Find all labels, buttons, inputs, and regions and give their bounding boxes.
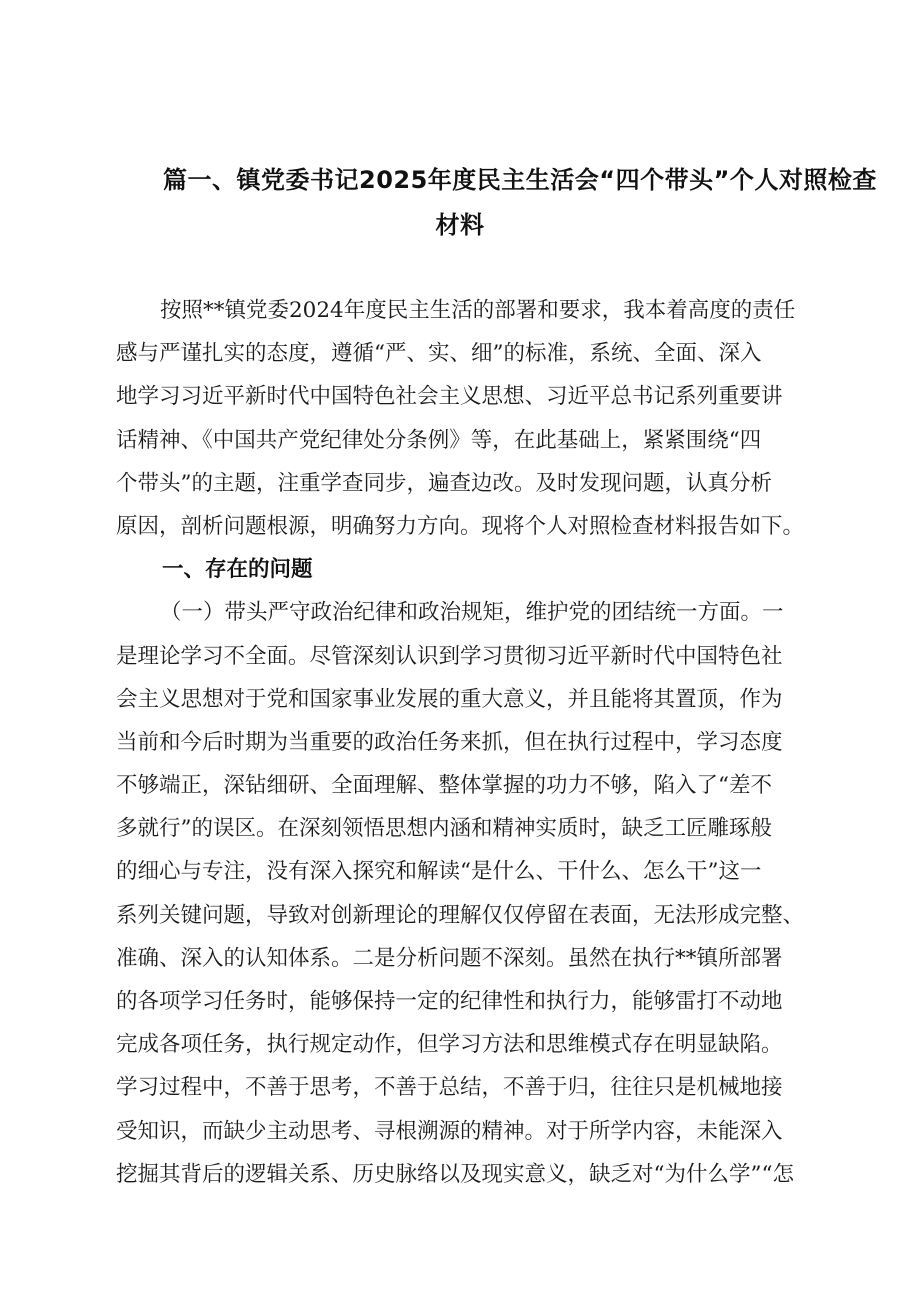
body-line: 完成各项任务，执行规定动作，但学习方法和思维模式存在明显缺陷。 xyxy=(116,1032,783,1058)
body-line: 话精神、《中国共产党纪律处分条例》等，在此基础上，紧紧围绕“四 xyxy=(116,427,762,453)
body-line: 原因，剖析问题根源，明确努力方向。现将个人对照检查材料报告如下。 xyxy=(116,513,805,539)
body-line: 感与严谨扎实的态度，遵循“严、实、细”的标准，系统、全面、深入 xyxy=(116,341,762,367)
document-body xyxy=(116,289,851,1196)
body-line: 地学习习近平新时代中国特色社会主义思想、习近平总书记系列重要讲 xyxy=(116,384,783,410)
body-line: 会主义思想对于党和国家事业发展的重大意义，并且能将其置顶，作为 xyxy=(116,686,783,712)
body-line: 是理论学习不全面。尽管深刻认识到学习贯彻习近平新时代中国特色社 xyxy=(116,643,783,669)
section-heading: 一、存在的问题 xyxy=(162,557,313,583)
body-line: （一）带头严守政治纪律和政治规矩，维护党的团结统一方面。一 xyxy=(160,600,784,626)
body-line: 当前和今后时期为当重要的政治任务来抓，但在执行过程中，学习态度 xyxy=(116,729,783,755)
body-line: 个带头”的主题，注重学查同步，遍查边改。及时发现问题，认真分析 xyxy=(116,470,772,496)
body-line: 系列关键问题，导致对创新理论的理解仅仅停留在表面，无法形成完整、 xyxy=(116,902,805,928)
body-line: 受知识，而缺少主动思考、寻根溯源的精神。对于所学内容，未能深入 xyxy=(116,1118,783,1144)
body-line: 多就行”的误区。在深刻领悟思想内涵和精神实质时，缺乏工匠雕琢般 xyxy=(116,816,772,842)
document-title-line-2: 材料 xyxy=(435,211,485,239)
body-line: 按照**镇党委2024年度民主生活的部署和要求，我本着高度的责任 xyxy=(160,298,796,323)
body-line: 准确、深入的认知体系。二是分析问题不深刻。虽然在执行**镇所部署 xyxy=(116,945,783,971)
document-title-line-1: 篇一、镇党委书记2025年度民主生活会“四个带头”个人对照检查 xyxy=(163,166,877,194)
body-line: 的各项学习任务时，能够保持一定的纪律性和执行力，能够雷打不动地 xyxy=(116,989,783,1014)
body-line: 学习过程中，不善于思考，不善于总结，不善于归，往往只是机械地接 xyxy=(116,1075,783,1101)
body-line: 挖掘其背后的逻辑关系、历史脉络以及现实意义，缺乏对“为什么学”“怎 xyxy=(116,1161,794,1187)
body-line: 的细心与专注，没有深入探究和解读“是什么、干什么、怎么干”这一 xyxy=(116,859,762,885)
body-line: 不够端正，深钻细研、全面理解、整体掌握的功力不够，陷入了“差不 xyxy=(116,773,772,799)
